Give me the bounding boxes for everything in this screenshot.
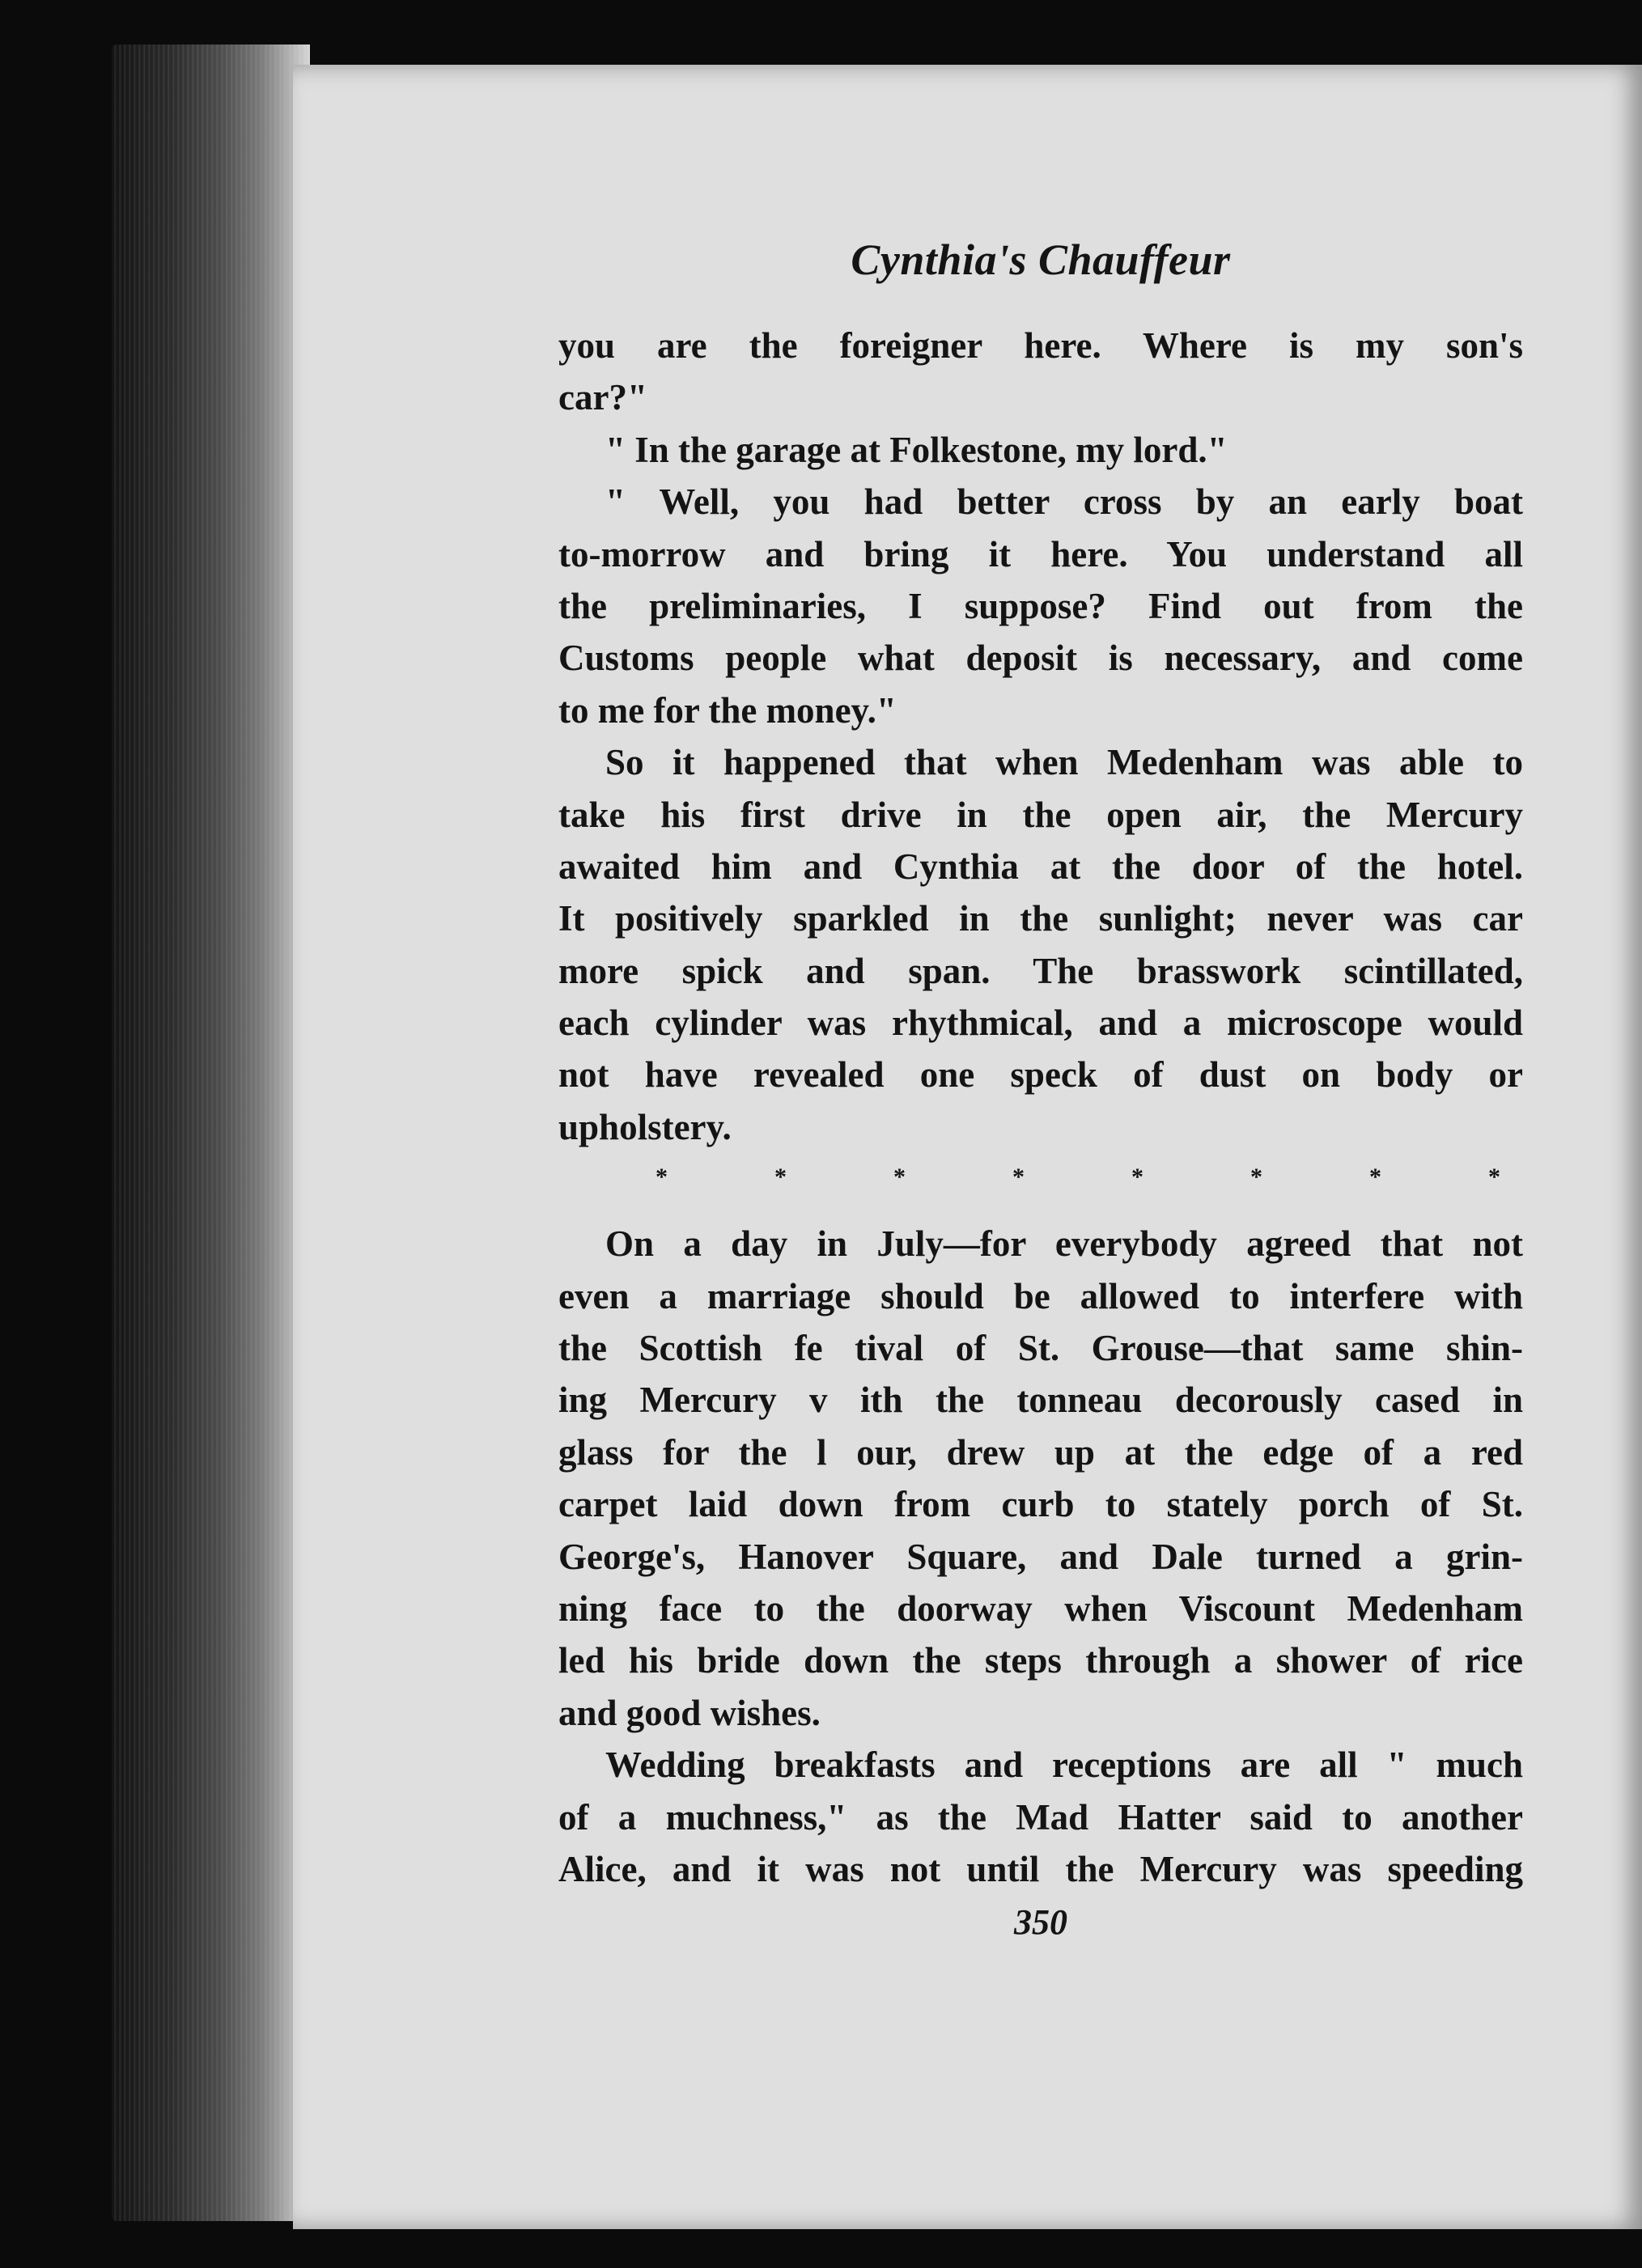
text-line: It positively sparkled in the sunlight; never was car xyxy=(558,898,1523,939)
text-line: to me for the money." xyxy=(558,689,897,731)
page-number: 350 xyxy=(1014,1902,1067,1942)
text-line: car?" xyxy=(558,377,647,418)
text-line: " Well, you had better cross by an early boat xyxy=(605,481,1523,523)
text-line: Wedding breakfasts and receptions are all " much xyxy=(605,1744,1523,1786)
text-line: George's, Hanover Square, and Dale turned a grin- xyxy=(558,1536,1523,1577)
text-line: even a marriage should be allowed to interfere with xyxy=(558,1275,1523,1316)
text-block-1 xyxy=(558,320,1523,1153)
text-line: to-morrow and bring it here. You understand all xyxy=(558,533,1523,574)
text-line: you are the foreigner here. Where is my son's xyxy=(558,325,1523,366)
text-line: take his first drive in the open air, the Mercury xyxy=(558,794,1523,835)
text-line: ing Mercury v ith the tonneau decorously cased in xyxy=(558,1380,1523,1421)
text-line: each cylinder was rhythmical, and a microscope would xyxy=(558,1003,1523,1044)
text-line: Alice, and it was not until the Mercury was speeding xyxy=(558,1848,1523,1889)
separator-star: * xyxy=(1131,1164,1143,1191)
section-separator xyxy=(558,1153,1523,1218)
text-line: upholstery. xyxy=(558,1106,732,1147)
separator-star: * xyxy=(1012,1164,1025,1191)
text-line: Customs people what deposit is necessary, and come xyxy=(558,638,1523,679)
text-line: On a day in July—for everybody agreed that not xyxy=(605,1223,1523,1265)
separator-star: * xyxy=(1250,1164,1262,1191)
page-edge-stack xyxy=(112,45,310,2221)
text-line: of a muchness," as the Mad Hatter said to another xyxy=(558,1796,1523,1838)
text-line: " In the garage at Folkestone, my lord." xyxy=(605,429,1228,470)
text-line: glass for the l our, drew up at the edge of a red xyxy=(558,1431,1523,1473)
text-line: led his bride down the steps through a shower of rice xyxy=(558,1640,1523,1681)
text-line: and good wishes. xyxy=(558,1692,821,1733)
separator-star: * xyxy=(774,1164,787,1191)
separator-star: * xyxy=(656,1164,668,1191)
text-line: carpet laid down from curb to stately porch of St. xyxy=(558,1484,1523,1525)
body-text xyxy=(558,320,1523,1895)
separator-star: * xyxy=(1369,1164,1381,1191)
text-block-2 xyxy=(558,1218,1523,1895)
text-line: more spick and span. The brasswork scintillated, xyxy=(558,950,1523,991)
running-head: Cynthia's Chauffeur xyxy=(851,235,1231,284)
separator-star: * xyxy=(1488,1164,1500,1191)
separator-star: * xyxy=(893,1164,906,1191)
text-line: not have revealed one speck of dust on body or xyxy=(558,1054,1523,1096)
text-line: So it happened that when Medenham was able to xyxy=(605,742,1523,783)
text-line: awaited him and Cynthia at the door of the hotel. xyxy=(558,846,1523,887)
text-line: the preliminaries, I suppose? Find out from the xyxy=(558,585,1523,626)
text-line: ning face to the doorway when Viscount Medenham xyxy=(558,1588,1523,1629)
text-line: the Scottish fe tival of St. Grouse—that same shin- xyxy=(558,1328,1523,1369)
